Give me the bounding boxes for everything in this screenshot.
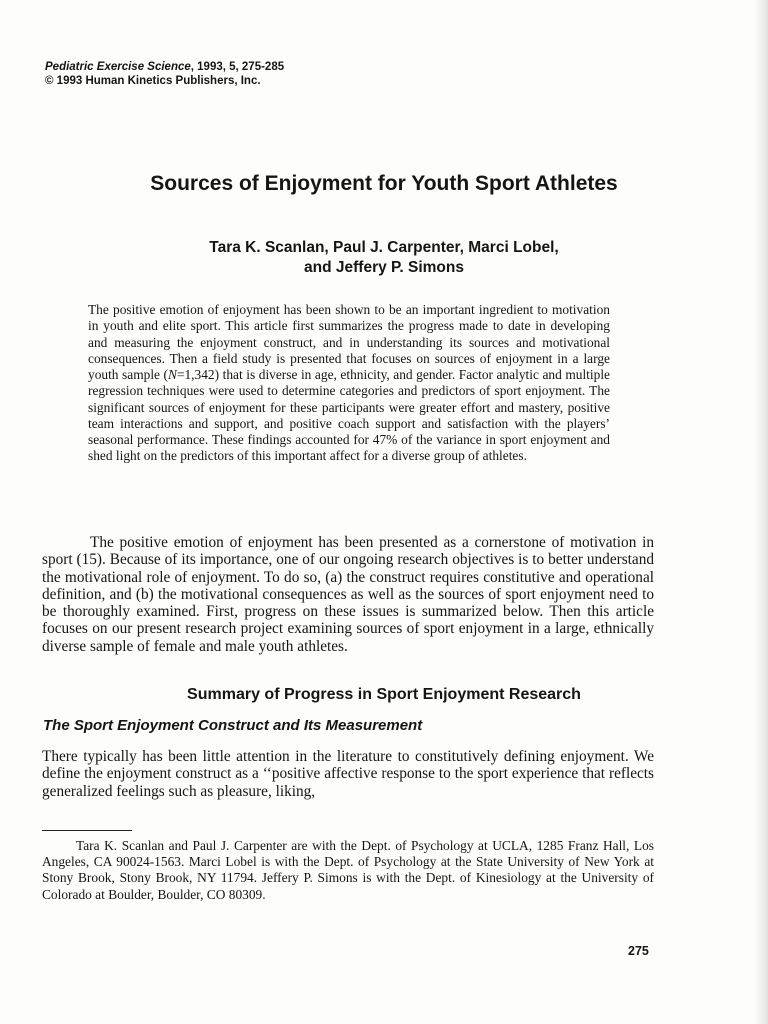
- section-paragraph: There typically has been little attention in the literature to constitutively defining enjoyment. We define the enjoyment construct as a ‘‘positive affective response to the sport experience that reflects generalized feelings such as pleasure, liking,: [42, 748, 654, 800]
- journal-name: Pediatric Exercise Science: [45, 61, 191, 73]
- journal-volume-pages: , 1993, 5, 275-285: [190, 61, 285, 73]
- section-heading: Summary of Progress in Sport Enjoyment Research: [187, 686, 581, 703]
- footnote-divider: [42, 830, 132, 831]
- abstract: [88, 302, 610, 465]
- abstract-text-end: =1,342) that is diverse in age, ethnicity, and gender. Factor analytic and multiple regression techniques were used to determine categories and predictors of sport enjoyment. The significant sources of enjoyment for these participants were greater effort and mastery, positive team interactions and support, and positive coach support and satisfaction with the players’ seasonal performance. These findings accounted for 47% of the variance in sport enjoyment and shed light on the predictors of this important affect for a diverse group of athletes.: [88, 367, 610, 464]
- author-list: [0, 238, 768, 278]
- subsection-heading: The Sport Enjoyment Construct and Its Measurement: [43, 717, 423, 734]
- page-edge-shadow: [754, 0, 768, 1024]
- author-affiliation-footnote: Tara K. Scanlan and Paul J. Carpenter are with the Dept. of Psychology at UCLA, 1285 Franz Hall, Los Angeles, CA 90024-1563. Marci Lobel is with the Dept. of Psychology at the State University of New York at Stony Brook, Stony Brook, NY 11794. Jeffery P. Simons is with the Dept. of Kinesiology at the University of Colorado at Boulder, Boulder, CO 80309.: [42, 838, 654, 902]
- journal-citation-line: [45, 60, 284, 74]
- abstract-text-start: The positive emotion of enjoyment has been shown to be an important ingredient to motivation in youth and elite sport. This article first summarizes the progress made to date in developing and measuring the enjoyment construct, and in understanding its sources and motivational consequences. Then a field study is presented that focuses on sources of enjoyment in a large youth sample (: [88, 302, 610, 382]
- abstract-sample-symbol: N: [168, 367, 177, 382]
- authors-line-1: Tara K. Scanlan, Paul J. Carpenter, Marci Lobel,: [209, 239, 559, 256]
- page-number: 275: [628, 944, 649, 958]
- intro-paragraph: The positive emotion of enjoyment has been presented as a cornerstone of motivation in sport (15). Because of its importance, one of our ongoing research objectives is to better understand the motivational role of enjoyment. To do so, (a) the construct requires constitutive and operational definition, and (b) the motivational consequences as well as the sources of sport enjoyment need to be thoroughly examined. First, progress on these issues is summarized below. Then this article focuses on our present research project examining sources of sport enjoyment in a large, ethnically diverse sample of female and male youth athletes.: [42, 534, 654, 655]
- journal-header: [45, 60, 284, 88]
- article-title: Sources of Enjoyment for Youth Sport Athletes: [150, 172, 618, 195]
- copyright-line: © 1993 Human Kinetics Publishers, Inc.: [45, 75, 261, 87]
- authors-line-2: and Jeffery P. Simons: [304, 259, 464, 276]
